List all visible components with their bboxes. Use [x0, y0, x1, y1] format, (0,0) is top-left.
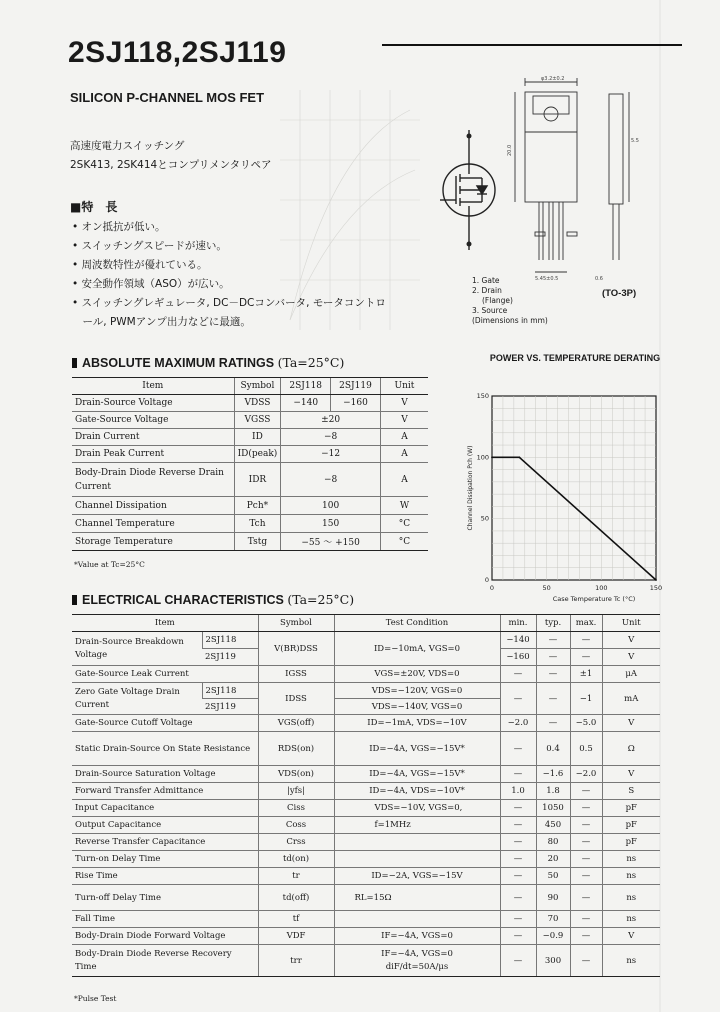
- cell-item: Static Drain-Source On State Resistance: [72, 732, 258, 766]
- table-row: [72, 800, 660, 817]
- y-tick-label: 50: [480, 514, 489, 523]
- cell-typ: 0.4: [536, 732, 570, 766]
- cell-unit: ns: [602, 885, 660, 911]
- cell-max: 0.5: [570, 732, 602, 766]
- cell-max: —: [570, 885, 602, 911]
- elec-heading-text: ELECTRICAL CHARACTERISTICS: [82, 593, 284, 607]
- col-header: 2SJ118: [281, 378, 331, 395]
- cell-min: 1.0: [500, 783, 536, 800]
- cell-max: —: [570, 649, 602, 666]
- derating-chart: [460, 388, 665, 606]
- cell-symbol: VDS(on): [258, 766, 334, 783]
- cell-max: —: [570, 928, 602, 945]
- data-point: [518, 456, 520, 458]
- cell-unit: V: [602, 766, 660, 783]
- cell-symbol: VGS(off): [258, 715, 334, 732]
- table-row: [72, 715, 660, 732]
- cell-min: −2.0: [500, 715, 536, 732]
- cell-value: ±20: [281, 412, 381, 429]
- cell-unit: V: [602, 928, 660, 945]
- cell-min: —: [500, 834, 536, 851]
- cell-min: —: [500, 945, 536, 977]
- table-row: [72, 732, 660, 766]
- title-rule: [382, 44, 682, 46]
- cell-item: Forward Transfer Admittance: [72, 783, 258, 800]
- elec-heading: [72, 592, 354, 607]
- cell-item: Drain Peak Current: [72, 446, 234, 463]
- table-row: [72, 834, 660, 851]
- x-tick-label: 0: [489, 584, 495, 592]
- svg-text:5.5: 5.5: [631, 138, 639, 144]
- cell-min: —: [500, 683, 536, 715]
- cell-condition: ID=−2A, VGS=−15V: [334, 868, 500, 885]
- x-tick-label: 50: [542, 584, 551, 592]
- cell-typ: −1.6: [536, 766, 570, 783]
- elec-table: [72, 614, 660, 977]
- cell-subitem: 2SJ118: [202, 683, 258, 699]
- cell-typ: 90: [536, 885, 570, 911]
- cell-condition: f=1MHz: [334, 817, 500, 834]
- col-header: max.: [570, 615, 602, 632]
- cell-unit: ns: [602, 945, 660, 977]
- cell-max: −2.0: [570, 766, 602, 783]
- abs-max-heading-text: ABSOLUTE MAXIMUM RATINGS: [82, 356, 275, 370]
- table-row: [72, 928, 660, 945]
- cell-unit: ns: [602, 911, 660, 928]
- cell-typ: 1.8: [536, 783, 570, 800]
- cell-typ: 300: [536, 945, 570, 977]
- data-point: [491, 456, 493, 458]
- x-tick-label: 150: [649, 584, 663, 592]
- cell-symbol: IGSS: [258, 666, 334, 683]
- cell-max: —: [570, 868, 602, 885]
- col-header: Item: [72, 378, 234, 395]
- cell-min: —: [500, 800, 536, 817]
- pin-flange-label: (Flange): [482, 296, 513, 305]
- pin-source-label: 3. Source: [472, 306, 508, 315]
- cell-unit: pF: [602, 817, 660, 834]
- x-axis-label: Case Temperature Tc (°C): [552, 595, 636, 603]
- cell-item: Channel Dissipation: [72, 497, 234, 515]
- y-tick-label: 100: [476, 453, 489, 462]
- cell-max: —: [570, 817, 602, 834]
- cell-symbol: Tstg: [234, 533, 281, 551]
- cell-subitem: 2SJ119: [202, 649, 258, 666]
- page-title: 2SJ118,2SJ119: [68, 36, 287, 69]
- cell-max: −5.0: [570, 715, 602, 732]
- abs-max-heading: [72, 355, 344, 370]
- package-outline-drawing: [505, 72, 670, 287]
- cell-condition: ID=−4A, VGS=−15V*: [334, 732, 500, 766]
- cell-unit: pF: [602, 800, 660, 817]
- cell-subitem: 2SJ119: [202, 699, 258, 715]
- cell-typ: 20: [536, 851, 570, 868]
- cell-symbol: td(on): [258, 851, 334, 868]
- cell-item: Input Capacitance: [72, 800, 258, 817]
- chart-title: [480, 352, 670, 365]
- cell-condition-line2: diF/dt=50A/μs: [385, 961, 449, 972]
- jp-description-line1: 高速度電力スイッチング: [70, 140, 185, 152]
- cell-item: Gate-Source Cutoff Voltage: [72, 715, 258, 732]
- cell-symbol: Coss: [258, 817, 334, 834]
- cell-item: Drain-Source Voltage: [72, 395, 234, 412]
- cell-symbol: VDF: [258, 928, 334, 945]
- table-row: [72, 885, 660, 911]
- cell-unit: A: [380, 463, 428, 497]
- table-row: [72, 463, 428, 497]
- cell-symbol: ID(peak): [234, 446, 281, 463]
- table-row: [72, 945, 660, 977]
- cell-condition: ID=−1mA, VDS=−10V: [334, 715, 500, 732]
- y-tick-label: 0: [484, 576, 489, 584]
- cell-condition: ID=−4A, VDS=−10V*: [334, 783, 500, 800]
- package-name: (TO-3P): [602, 288, 637, 299]
- col-header: Unit: [602, 615, 660, 632]
- col-header: Test Condition: [334, 615, 500, 632]
- cell-unit: W: [380, 497, 428, 515]
- cell-condition: ID=−10mA, VGS=0: [334, 632, 500, 666]
- cell-item: Body-Drain Diode Reverse Drain Current: [72, 463, 234, 497]
- cell-condition: RL=15Ω: [334, 885, 500, 911]
- cell-max: —: [570, 800, 602, 817]
- cell-symbol: Ciss: [258, 800, 334, 817]
- col-header: 2SJ119: [331, 378, 381, 395]
- cell-unit: ns: [602, 851, 660, 868]
- col-header: Symbol: [234, 378, 281, 395]
- jp-description-line2: 2SK413, 2SK414とコンプリメンタリペア: [70, 159, 272, 171]
- cell-symbol: IDSS: [258, 683, 334, 715]
- cell-item: Reverse Transfer Capacitance: [72, 834, 258, 851]
- cell-condition: VDS=−120V, VGS=0: [334, 683, 500, 699]
- cell-unit: °C: [380, 533, 428, 551]
- cell-typ: −0.9: [536, 928, 570, 945]
- cell-unit: Ω: [602, 732, 660, 766]
- feature-item: ール, PWMアンプ出力などに最適。: [72, 316, 251, 328]
- svg-text:0.6: 0.6: [595, 276, 603, 282]
- abs-max-table: [72, 377, 428, 551]
- feature-item: • オン抵抗が低い。: [72, 221, 166, 233]
- cell-min: —: [500, 885, 536, 911]
- cell-item: Output Capacitance: [72, 817, 258, 834]
- chart-title-text: POWER VS. TEMPERATURE DERATING: [489, 353, 661, 363]
- cell-unit: °C: [380, 515, 428, 533]
- cell-min: —: [500, 911, 536, 928]
- cell-min: −140: [500, 632, 536, 649]
- feature-item: • 周波数特性が優れている。: [72, 259, 208, 271]
- cell-unit: μA: [602, 666, 660, 683]
- table-row: [72, 446, 428, 463]
- cell-max: —: [570, 834, 602, 851]
- col-header: Symbol: [258, 615, 334, 632]
- cell-typ: —: [536, 683, 570, 715]
- cell-symbol: tr: [258, 868, 334, 885]
- svg-text:20.0: 20.0: [507, 144, 513, 156]
- cell-item: Fall Time: [72, 911, 258, 928]
- cell-condition: VDS=−140V, VGS=0: [334, 699, 500, 715]
- table-row: [72, 911, 660, 928]
- cell-unit: mA: [602, 683, 660, 715]
- pulse-test-note: *Pulse Test: [74, 994, 117, 1003]
- cell-min: —: [500, 928, 536, 945]
- col-header: Unit: [380, 378, 428, 395]
- cell-symbol: tf: [258, 911, 334, 928]
- cell-value: −8: [281, 463, 381, 497]
- cell-unit: S: [602, 783, 660, 800]
- cell-value: −8: [281, 429, 381, 446]
- cell-max: ±1: [570, 666, 602, 683]
- cell-unit: V: [602, 649, 660, 666]
- cell-condition: [334, 911, 500, 928]
- table-row: [72, 533, 428, 551]
- mosfet-symbol-icon: [436, 130, 502, 250]
- cell-typ: 50: [536, 868, 570, 885]
- cell-symbol: Tch: [234, 515, 281, 533]
- table-row: [72, 395, 428, 412]
- svg-text:φ3.2±0.2: φ3.2±0.2: [541, 76, 565, 82]
- svg-text:5.45±0.5: 5.45±0.5: [535, 276, 559, 282]
- cell-item: Body-Drain Diode Reverse Recovery Time: [72, 945, 258, 977]
- abs-max-condition: (Ta=25°C): [277, 355, 345, 370]
- table-row: [72, 632, 660, 649]
- elec-condition: (Ta=25°C): [287, 592, 355, 607]
- cell-typ: 80: [536, 834, 570, 851]
- table-row: [72, 412, 428, 429]
- cell-min: —: [500, 766, 536, 783]
- col-header: Item: [72, 615, 258, 632]
- cell-item: Body-Drain Diode Forward Voltage: [72, 928, 258, 945]
- table-row: [72, 783, 660, 800]
- cell-value: 150: [281, 515, 381, 533]
- table-row: [72, 868, 660, 885]
- cell-item: Turn-on Delay Time: [72, 851, 258, 868]
- cell-item: Storage Temperature: [72, 533, 234, 551]
- cell-unit: pF: [602, 834, 660, 851]
- cell-value: −160: [331, 395, 381, 412]
- cell-condition: [334, 851, 500, 868]
- cell-unit: A: [380, 429, 428, 446]
- cell-max: −1: [570, 683, 602, 715]
- cell-value: −55 ～ +150: [281, 533, 381, 551]
- cell-item: Drain-Source Saturation Voltage: [72, 766, 258, 783]
- cell-min: —: [500, 851, 536, 868]
- feature-item: • 安全動作領域（ASO）が広い。: [72, 278, 230, 290]
- cell-unit: A: [380, 446, 428, 463]
- cell-item: Gate-Source Voltage: [72, 412, 234, 429]
- cell-max: —: [570, 945, 602, 977]
- cell-item: Drain Current: [72, 429, 234, 446]
- table-row: [72, 683, 660, 699]
- cell-condition: [334, 834, 500, 851]
- cell-unit: ns: [602, 868, 660, 885]
- cell-symbol: |yfs|: [258, 783, 334, 800]
- cell-condition: ID=−4A, VGS=−15V*: [334, 766, 500, 783]
- col-header: min.: [500, 615, 536, 632]
- cell-symbol: VGSS: [234, 412, 281, 429]
- cell-item: Drain-Source Breakdown Voltage: [72, 632, 202, 666]
- cell-symbol: ID: [234, 429, 281, 446]
- cell-min: —: [500, 817, 536, 834]
- cell-min: —: [500, 666, 536, 683]
- cell-symbol: VDSS: [234, 395, 281, 412]
- cell-max: —: [570, 911, 602, 928]
- table-row: [72, 497, 428, 515]
- package-pin-legend: [472, 276, 548, 326]
- cell-typ: —: [536, 649, 570, 666]
- cell-typ: 450: [536, 817, 570, 834]
- col-header: typ.: [536, 615, 570, 632]
- data-point: [655, 579, 657, 581]
- cell-condition: VDS=−10V, VGS=0,: [334, 800, 500, 817]
- feature-item: • スイッチングスピードが速い。: [72, 240, 227, 252]
- cell-typ: —: [536, 666, 570, 683]
- cell-unit: V: [380, 395, 428, 412]
- plot-frame: [492, 396, 656, 580]
- features-heading: ■特 長: [70, 200, 118, 214]
- table-row: [72, 766, 660, 783]
- cell-typ: 1050: [536, 800, 570, 817]
- cell-value: −140: [281, 395, 331, 412]
- cell-symbol: td(off): [258, 885, 334, 911]
- cell-symbol: Crss: [258, 834, 334, 851]
- cell-item: Zero Gate Voltage Drain Current: [72, 683, 202, 715]
- dimensions-note: (Dimensions in mm): [472, 316, 548, 325]
- cell-unit: V: [602, 715, 660, 732]
- table-row: [72, 851, 660, 868]
- cell-symbol: V(BR)DSS: [258, 632, 334, 666]
- cell-max: —: [570, 783, 602, 800]
- cell-unit: V: [380, 412, 428, 429]
- cell-max: —: [570, 851, 602, 868]
- cell-symbol: trr: [258, 945, 334, 977]
- cell-typ: 70: [536, 911, 570, 928]
- cell-subitem: 2SJ118: [202, 632, 258, 649]
- cell-item: Gate-Source Leak Current: [72, 666, 258, 683]
- page-subtitle: SILICON P-CHANNEL MOS FET: [70, 90, 265, 105]
- cell-condition-line1: IF=−4A, VGS=0: [381, 948, 453, 959]
- cell-symbol: IDR: [234, 463, 281, 497]
- cell-min: −160: [500, 649, 536, 666]
- cell-symbol: Pch*: [234, 497, 281, 515]
- y-tick-label: 150: [476, 392, 489, 400]
- table-row: [72, 666, 660, 683]
- pin-gate-label: 1. Gate: [472, 276, 500, 285]
- cell-min: —: [500, 868, 536, 885]
- pin-drain-label: 2. Drain: [472, 286, 502, 295]
- y-axis-label: Channel Dissipation Pch (W): [467, 445, 474, 531]
- abs-max-note: *Value at Tc=25°C: [74, 560, 145, 569]
- section-bullet-icon: [72, 595, 77, 605]
- cell-value: 100: [281, 497, 381, 515]
- cell-min: —: [500, 732, 536, 766]
- feature-item: • スイッチングレギュレータ, DC－DCコンバータ, モータコントロ: [72, 297, 386, 309]
- cell-max: —: [570, 632, 602, 649]
- cell-typ: —: [536, 632, 570, 649]
- section-bullet-icon: [72, 358, 77, 368]
- cell-condition: VGS=±20V, VDS=0: [334, 666, 500, 683]
- cell-unit: V: [602, 632, 660, 649]
- table-row: [72, 515, 428, 533]
- x-tick-label: 100: [595, 584, 608, 592]
- cell-symbol: RDS(on): [258, 732, 334, 766]
- table-row: [72, 817, 660, 834]
- cell-typ: —: [536, 715, 570, 732]
- table-row: [72, 429, 428, 446]
- cell-condition: IF=−4A, VGS=0: [334, 928, 500, 945]
- cell-condition: [334, 945, 500, 977]
- cell-item: Channel Temperature: [72, 515, 234, 533]
- cell-item: Rise Time: [72, 868, 258, 885]
- cell-item: Turn-off Delay Time: [72, 885, 258, 911]
- cell-value: −12: [281, 446, 381, 463]
